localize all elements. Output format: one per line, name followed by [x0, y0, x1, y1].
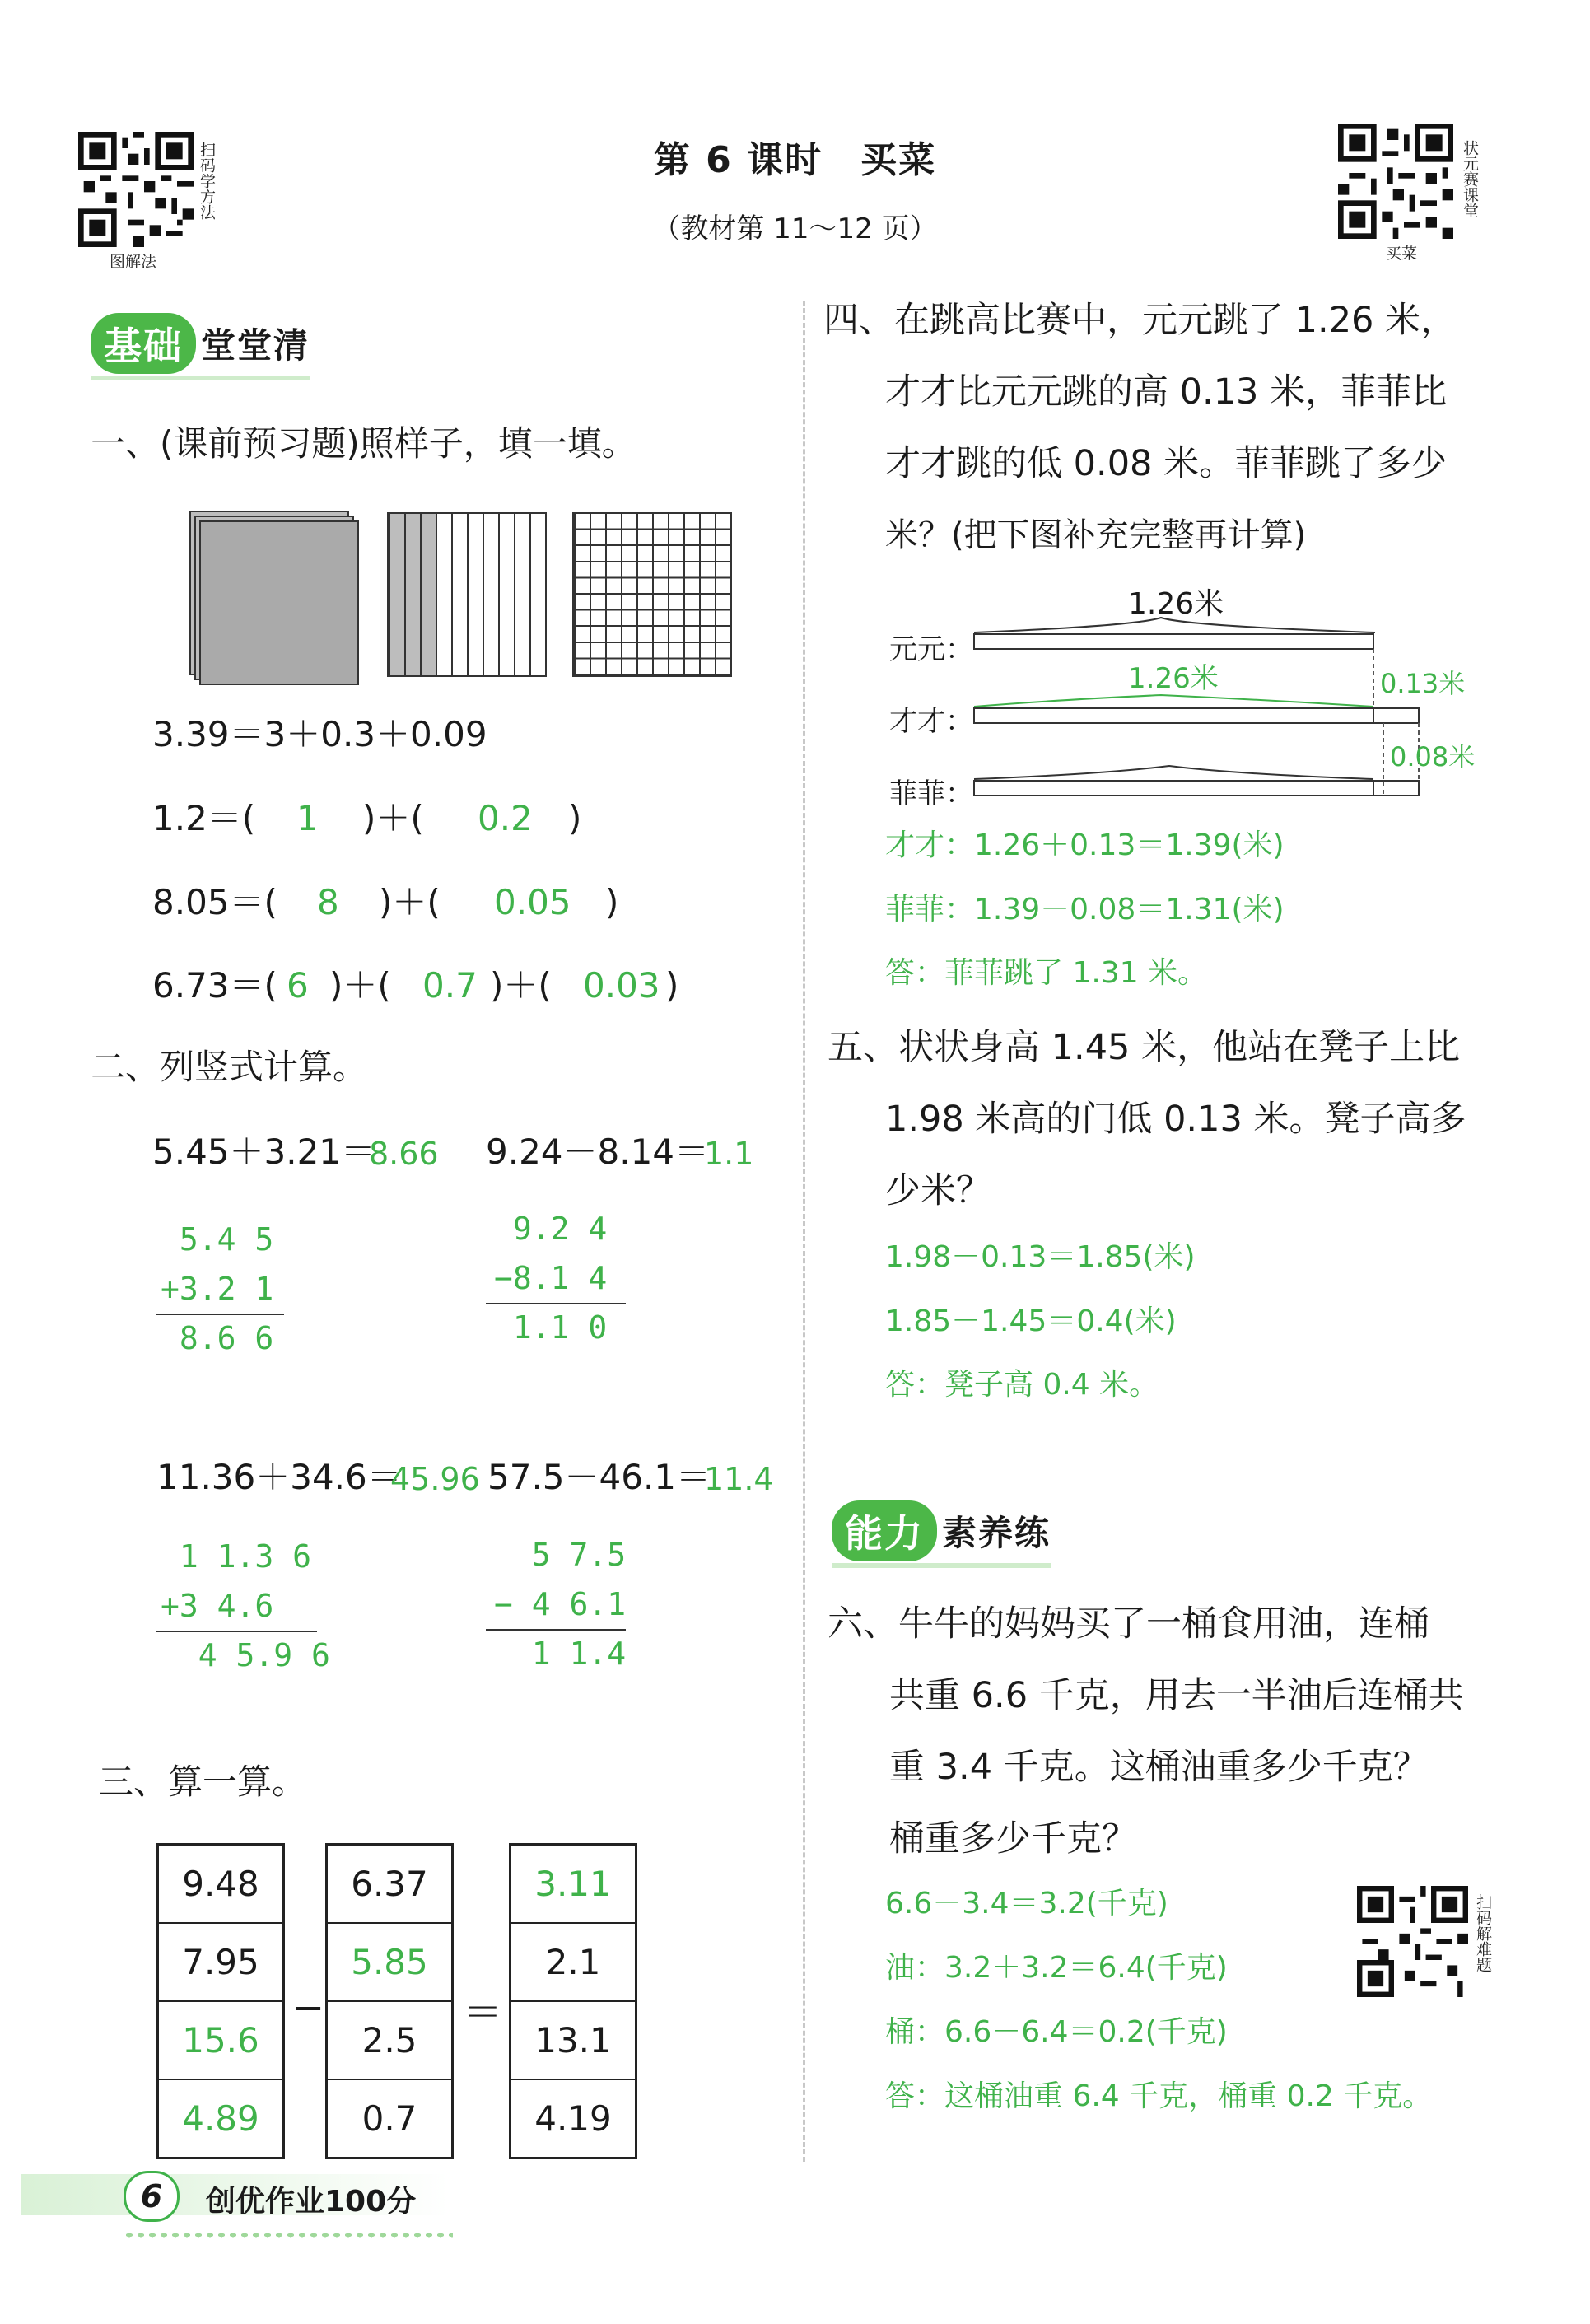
expression-answer: 8.66 — [369, 1136, 439, 1172]
calc-line: − 4 6.1 — [494, 1586, 627, 1622]
calc-line: 1 1.4 — [494, 1636, 627, 1672]
answer-line: 才才：1.26＋0.13＝1.39(米) — [885, 828, 1285, 862]
grid-cell: 9.48 — [159, 1846, 282, 1924]
label-yuan: 元元： — [889, 633, 973, 666]
answer-blank: 8 — [317, 882, 339, 922]
row-close: ) — [568, 798, 582, 838]
row-plus: )＋( — [362, 798, 424, 838]
calc-line: 1.1 0 — [494, 1309, 608, 1346]
calc-line: 5.4 5 — [161, 1221, 274, 1258]
expression-answer: 45.96 — [390, 1461, 480, 1497]
section-basic-badge — [91, 313, 310, 374]
calc-line: +3 4.6 — [161, 1588, 274, 1624]
expression-answer: 1.1 — [704, 1136, 754, 1172]
grid-cell: 6.37 — [328, 1846, 451, 1924]
expression: 5.45＋3.21＝ — [152, 1132, 376, 1172]
diagram-cai-inner-label: 1.26米 — [1128, 662, 1219, 695]
answer-blank: 0.03 — [583, 965, 660, 1006]
answer-blank: 0.05 — [494, 882, 571, 922]
question-line: 才才比元元跳的高 0.13 米，菲菲比 — [885, 371, 1448, 413]
qr-code-q6 — [1357, 1886, 1468, 1997]
grid-cell: 4.19 — [534, 2098, 612, 2139]
answer-line: 1.85－1.45＝0.4(米) — [885, 1304, 1177, 1338]
answer-line: 答：凳子高 0.4 米。 — [885, 1368, 1159, 1402]
answer-line: 桶：6.6－6.4＝0.2(千克) — [885, 2015, 1228, 2049]
row-prefix: 8.05＝( — [152, 882, 277, 922]
badge-pill: 能力 — [832, 1500, 937, 1561]
calc-line: 8.6 6 — [161, 1320, 274, 1356]
badge-underline — [832, 1563, 1051, 1568]
column-divider — [803, 301, 805, 2162]
answer-line: 答：这桶油重 6.4 千克，桶重 0.2 千克。 — [885, 2079, 1433, 2113]
answer-line: 答：菲菲跳了 1.31 米。 — [885, 956, 1208, 990]
question-line: 米？(把下图补充完整再计算) — [885, 516, 1307, 554]
footer-dots — [124, 2232, 453, 2238]
hundredths-square — [572, 512, 732, 677]
badge-underline — [91, 376, 310, 380]
row-prefix: 6.73＝( — [152, 965, 277, 1006]
diagram-extra1-label: 0.13米 — [1380, 668, 1466, 699]
page-subtitle: （教材第 11～12 页） — [652, 212, 938, 245]
answer-blank: 0.7 — [422, 965, 478, 1006]
diagram-total-label: 1.26米 — [1128, 587, 1224, 621]
calc-line: 4 5.9 6 — [161, 1637, 330, 1673]
diagram-bars — [972, 609, 1466, 807]
badge-rest: 堂堂清 — [201, 325, 310, 366]
qr-right-side-label: 状元赛课堂 — [1461, 140, 1479, 218]
q3-column-difference — [509, 1843, 637, 2159]
answer-line: 1.98－0.13＝1.85(米) — [885, 1240, 1196, 1274]
calc-line: +3.2 1 — [161, 1271, 274, 1307]
qr-left-side-label: 扫码学方法 — [198, 142, 216, 220]
question-line: 才才跳的低 0.08 米。菲菲跳了多少 — [885, 443, 1448, 484]
expression-answer: 11.4 — [704, 1461, 774, 1497]
calc-line: 9.2 4 — [494, 1211, 608, 1247]
badge-pill: 基础 — [91, 313, 196, 374]
expression: 11.36＋34.6＝ — [156, 1457, 402, 1497]
row-prefix: 1.2＝( — [152, 798, 256, 838]
question-line: 五、状状身高 1.45 米，他站在凳子上比 — [828, 1027, 1461, 1068]
grid-cell-answer: 3.11 — [511, 1846, 635, 1924]
grid-cell: 7.95 — [159, 1924, 282, 2002]
grid-cell: 2.5 — [328, 2002, 451, 2080]
grid-cell-answer: 4.89 — [182, 2098, 259, 2139]
q3-column-subtrahend — [325, 1843, 454, 2159]
diagram-extra2-label: 0.08米 — [1390, 741, 1476, 772]
question-line: 1.98 米高的门低 0.13 米。凳子高多 — [885, 1099, 1466, 1140]
page-number: 6 — [124, 2171, 180, 2222]
row-plus: )＋( — [329, 965, 391, 1006]
answer-line: 菲菲：1.39－0.08＝1.31(米) — [885, 893, 1285, 926]
grid-cell: 13.1 — [511, 2002, 635, 2080]
page-title: 第 6 课时 买菜 — [653, 139, 937, 181]
calc-line: 5 7.5 — [494, 1537, 627, 1573]
qr-right-caption: 买菜 — [1386, 245, 1418, 263]
q1-example: 3.39＝3＋0.3＋0.09 — [152, 714, 487, 754]
grid-cell-answer: 15.6 — [159, 2002, 282, 2080]
answer-blank: 1 — [296, 798, 319, 838]
qr-left-caption: 图解法 — [110, 253, 157, 271]
row-close: ) — [665, 965, 679, 1006]
question-line: 桶重多少千克？ — [889, 1818, 1137, 1860]
label-fei: 菲菲： — [889, 777, 973, 810]
q2-title: 二、列竖式计算。 — [91, 1047, 368, 1087]
calc-line: 1 1.3 6 — [161, 1538, 312, 1575]
footer-brand: 创优作业100分 — [206, 2185, 417, 2219]
expression: 57.5－46.1＝ — [487, 1457, 711, 1497]
question-line: 共重 6.6 千克，用去一半油后连桶共 — [889, 1675, 1464, 1716]
qr-q6-side-label: 扫码解难题 — [1474, 1894, 1492, 1972]
section-ability-badge — [832, 1500, 1051, 1561]
badge-rest: 素养练 — [942, 1513, 1051, 1553]
row-plus: )＋( — [379, 882, 441, 922]
question-line: 少米？ — [885, 1170, 991, 1211]
q1-title: 一、(课前预习题)照样子，填一填。 — [91, 423, 636, 464]
row-plus: )＋( — [490, 965, 552, 1006]
answer-blank: 6 — [287, 965, 309, 1006]
minus-sign: − — [291, 1985, 325, 2031]
label-cai: 才才： — [889, 705, 973, 738]
q3-title: 三、算一算。 — [99, 1762, 307, 1802]
row-close: ) — [605, 882, 619, 922]
answer-line: 6.6－3.4＝3.2(千克) — [885, 1887, 1168, 1920]
question-line: 六、牛牛的妈妈买了一桶食用油，连桶 — [828, 1603, 1429, 1645]
tenths-square — [387, 512, 547, 677]
question-line: 重 3.4 千克。这桶油重多少千克？ — [889, 1747, 1429, 1788]
grid-cell: 2.1 — [511, 1924, 635, 2002]
expression: 9.24－8.14＝ — [486, 1132, 710, 1172]
grid-cell: 0.7 — [361, 2098, 417, 2139]
calc-line: −8.1 4 — [494, 1260, 608, 1296]
answer-blank: 0.2 — [478, 798, 533, 838]
equals-sign: ＝ — [463, 1990, 503, 2036]
q3-column-minuend — [156, 1843, 285, 2159]
qr-code-icon — [1357, 1886, 1468, 1997]
grid-cell-answer: 5.85 — [328, 1924, 451, 2002]
question-line: 四、在跳高比赛中，元元跳了 1.26 米， — [823, 300, 1457, 341]
answer-line: 油：3.2＋3.2＝6.4(千克) — [885, 1951, 1228, 1985]
